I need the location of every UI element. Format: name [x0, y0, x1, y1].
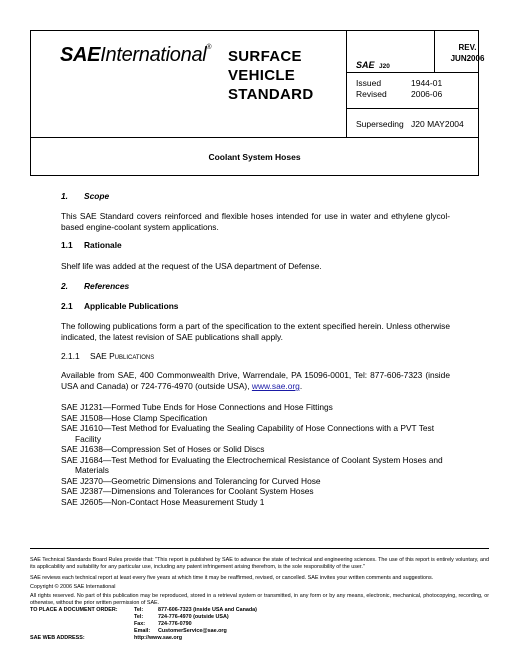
reference-item: SAE J2370—Geometric Dimensions and Tolerancing for Curved Hose — [61, 475, 321, 486]
revised-label: Revised — [356, 89, 387, 99]
reference-item: SAE J1638—Compression Set of Hoses or Solid Discs — [61, 444, 265, 454]
order-label: TO PLACE A DOCUMENT ORDER: — [30, 607, 118, 613]
footer-copyright: Copyright © 2006 SAE International — [30, 584, 116, 590]
issued-label: Issued — [356, 78, 382, 88]
web-label: SAE WEB ADDRESS: — [30, 635, 85, 641]
header-rule-1 — [346, 72, 479, 73]
reference-item: SAE J2387—Dimensions and Tolerances for Coolant System Hoses — [61, 486, 314, 496]
reference-item: SAE J1231—Formed Tube Ends for Hose Connections and Hose Fittings — [61, 402, 333, 412]
footer-rule — [30, 548, 489, 549]
header-divider — [346, 30, 347, 138]
web-value[interactable]: http://www.sae.org — [134, 635, 183, 641]
section-2-1-title: Applicable Publications — [84, 301, 179, 311]
fax-label: Fax: — [134, 621, 146, 627]
section-1-1-title: Rationale — [84, 240, 122, 250]
reference-item: SAE J2605—Non-Contact Hose Measurement Study 1 — [61, 496, 265, 507]
reference-item: SAE J1610—Test Method for Evaluating the Sealing Capability of Hose Connections with a PVT Test — [61, 423, 435, 433]
section-2-title: References — [84, 281, 130, 291]
header-rule-2 — [346, 108, 479, 109]
email-label: Email: — [134, 628, 151, 634]
section-1-number: 1. — [61, 191, 68, 201]
rev-divider — [434, 30, 435, 72]
section-2-number: 2. — [61, 281, 68, 291]
reference-item-continued: Materials — [75, 465, 109, 475]
footer-review-text: SAE reviews each technical report at least every five years at which time it may be reaffirmed, revised, or cancelled. SAE invites your written comments and suggestions. — [30, 575, 434, 581]
superseding-label: Superseding — [356, 119, 404, 129]
document-number: J20 — [379, 63, 390, 70]
sae-website-link[interactable]: www.sae.org — [251, 381, 300, 391]
document-title: Coolant System Hoses — [208, 152, 301, 162]
small-sae-logo: SAE — [356, 60, 375, 70]
email-value[interactable]: CustomerService@sae.org — [158, 628, 227, 634]
section-1-1-text: Shelf life was added at the request of the USA department of Defense. — [61, 261, 322, 271]
sae-international-logo: SAEInternational® — [60, 44, 212, 66]
tel-label: Tel: — [134, 607, 144, 613]
section-2-1-number: 2.1 — [61, 301, 73, 311]
tel-value: 877-606-7323 (inside USA and Canada) — [158, 607, 257, 613]
section-1-text: This SAE Standard covers reinforced and flexible hoses intended for use in water and ethylene glycol-based engine-coolant system applications. — [61, 211, 450, 232]
tel2-label: Tel: — [134, 614, 144, 620]
revision-block: REV. JUN2006 — [450, 43, 485, 63]
section-2-1-text: The following publications form a part of the specification to the extent specified herein. Unless otherwise indicated, the latest revision of SAE publications shall apply. — [61, 321, 450, 342]
reference-item-continued: Facility — [75, 433, 102, 444]
revised-value: 2006-06 — [411, 89, 443, 99]
section-2-1-1-text: Available from SAE, 400 Commonwealth Drive, Warrendale, PA 15096-0001, Tel: 877-606-7323 (inside USA and Canada) or 724-776-4970 (outside USA), www.sae.org. — [61, 370, 450, 391]
tel2-value: 724-776-4970 (outside USA) — [158, 614, 229, 620]
reference-item: SAE J1684—Test Method for Evaluating the Electrochemical Resistance of Coolant System Hoses and — [61, 454, 443, 465]
footer-rules-text: SAE Technical Standards Board Rules provide that: "This report is published by SAE to advance the state of technical and engineering sciences. The use of this report is entirely voluntary, and its applicability and suitability for any particular use, including any patent infringement arising therefrom, is the sole responsibility of the user." — [30, 557, 489, 570]
section-1-title: Scope — [84, 191, 110, 201]
reference-item: SAE J1508—Hose Clamp Specification — [61, 412, 208, 423]
issued-value: 1944-01 — [411, 78, 443, 88]
superseding-value: J20 MAY2004 — [411, 119, 464, 129]
standard-type: SURFACE VEHICLE STANDARD — [228, 48, 314, 103]
footer-rights-text: All rights reserved. No part of this publication may be reproduced, stored in a retrieval system or transmitted, in any form or by any means, electronic, mechanical, photocopying, recording, or otherwise, without the prior written permission of SAE. — [30, 593, 489, 606]
fax-value: 724-776-0790 — [158, 621, 192, 627]
section-1-1-number: 1.1 — [61, 240, 73, 250]
section-2-1-1-title: SAE Publications — [90, 351, 155, 361]
section-2-1-1-number: 2.1.1 — [61, 351, 80, 361]
